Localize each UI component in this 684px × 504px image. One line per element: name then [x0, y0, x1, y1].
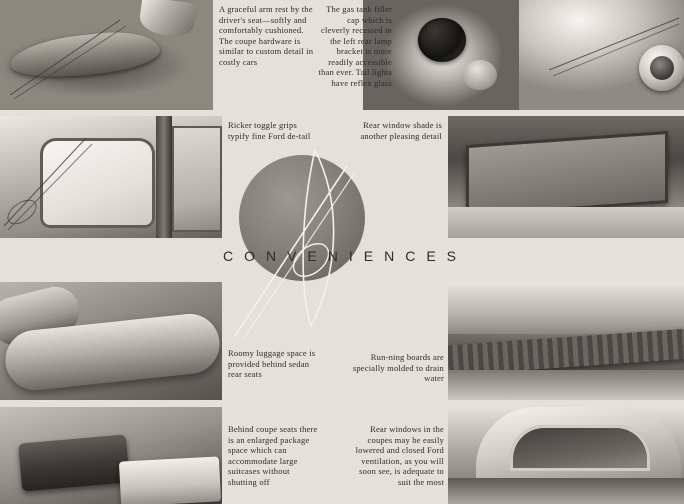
- pointer-line-art: [0, 0, 213, 110]
- toggle-grips-caption: Ricker toggle grips typify fine Ford de-tail: [228, 120, 311, 141]
- package-space-caption: Behind coupe seats there is an enlarged package space which can accommodate large suitcases without shutting off: [228, 424, 318, 487]
- luggage-caption: Roomy luggage space is provided behind sedan rear seats: [228, 348, 316, 379]
- coupe-package-space-photo: [0, 407, 222, 504]
- rear-fender-lamp-photo: [519, 0, 684, 110]
- running-board-photo: [448, 282, 684, 400]
- pointer-line-art: [519, 0, 684, 110]
- rear-quarter-window-photo: [0, 116, 222, 241]
- coupe-windows-caption: Rear windows in the coupes may be easily lowered and closed Ford ventilation, as you will soon see, is adequate to suit the most: [355, 424, 444, 487]
- running-board-caption: Run-ning boards are specially molded to drain water: [352, 352, 444, 383]
- rear-window-shade-photo: [448, 116, 684, 241]
- row-divider-2: [0, 400, 684, 407]
- luggage-space-photo: [0, 282, 222, 400]
- gas-tank-caption: The gas tank filler cap which is cleverly recessed in the left rear lamp bracket is more readily accessible than ever. Tail lights have reflex glass: [318, 4, 392, 88]
- coupe-rear-window-photo: [448, 407, 684, 504]
- armrest-photo: [0, 0, 213, 110]
- banner-title: CONVENIENCES: [222, 248, 468, 264]
- rear-shade-caption: Rear window shade is another pleasing detail: [360, 120, 442, 141]
- pointer-line-art: [0, 116, 222, 241]
- armrest-caption: A graceful arm rest by the driver's seat—softly and comfortably cushioned. The coupe hardware is similar to custom detail in costly cars: [219, 4, 314, 67]
